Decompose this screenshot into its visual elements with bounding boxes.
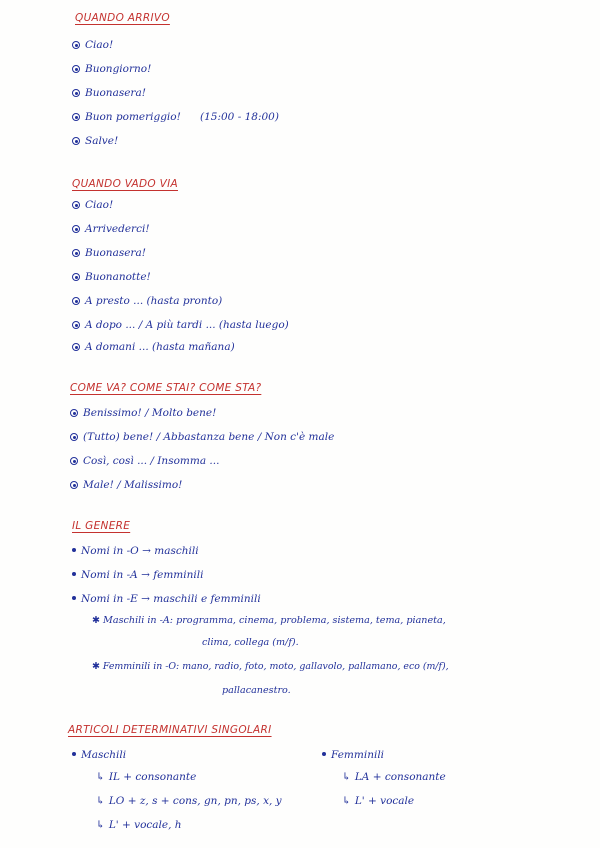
dot-bullet-icon — [72, 548, 76, 552]
arrival-item: Ciao! — [72, 38, 113, 52]
dot-bullet-icon — [322, 752, 326, 756]
turn-right-arrow-icon: ↳ — [342, 795, 351, 807]
heading-departure: QUANDO VADO VIA — [72, 178, 178, 190]
heading-articles: ARTICOLI DETERMINATIVI SINGOLARI — [68, 724, 272, 736]
heading-gender: IL GENERE — [72, 520, 131, 532]
circle-bullet-icon — [72, 65, 80, 73]
star-bullet-icon: ✱ — [92, 661, 100, 672]
arrival-time-note: (15:00 - 18:00) — [200, 111, 279, 123]
circle-bullet-icon — [72, 273, 80, 281]
departure-item: Buonasera! — [72, 246, 146, 260]
arrival-item: Salve! — [72, 134, 118, 148]
articles-masc-title: Maschili — [72, 748, 126, 762]
gender-item: Nomi in -E → maschili e femminili — [72, 592, 261, 606]
circle-bullet-icon — [72, 297, 80, 305]
star-bullet-icon: ✱ — [92, 615, 101, 626]
circle-bullet-icon — [70, 433, 78, 441]
gender-sub-fem-cont: pallacanestro. — [222, 685, 291, 696]
articles-masc-item: ↳ IL + consonante — [96, 771, 197, 783]
circle-bullet-icon — [72, 225, 80, 233]
arrival-item: Buonasera! — [72, 86, 146, 100]
circle-bullet-icon — [70, 481, 78, 489]
how-are-you-item: Male! / Malissimo! — [70, 478, 182, 492]
departure-item: Ciao! — [72, 198, 113, 212]
departure-item: Buonanotte! — [72, 270, 151, 284]
dot-bullet-icon — [72, 752, 76, 756]
circle-bullet-icon — [72, 137, 80, 145]
gender-sub-fem: ✱ Femminili in -O: mano, radio, foto, moto, gallavolo, pallamano, eco (m/f), — [92, 661, 449, 672]
turn-right-arrow-icon: ↳ — [96, 819, 105, 831]
dot-bullet-icon — [72, 572, 76, 576]
articles-masc-item: ↳ L' + vocale, h — [96, 819, 182, 831]
departure-item: A dopo ... / A più tardi ... (hasta luego) — [72, 318, 289, 332]
departure-item: A presto ... (hasta pronto) — [72, 294, 222, 308]
circle-bullet-icon — [72, 41, 80, 49]
articles-fem-title: Femminili — [322, 748, 384, 762]
turn-right-arrow-icon: ↳ — [96, 795, 105, 807]
arrival-item: Buon pomeriggio! — [72, 110, 181, 124]
turn-right-arrow-icon: ↳ — [342, 771, 351, 783]
circle-bullet-icon — [72, 113, 80, 121]
turn-right-arrow-icon: ↳ — [96, 771, 105, 783]
gender-sub-masc-cont: clima, collega (m/f). — [202, 637, 299, 648]
how-are-you-item: Benissimo! / Molto bene! — [70, 406, 216, 420]
departure-item: A domani ... (hasta mañana) — [72, 340, 235, 354]
circle-bullet-icon — [72, 343, 80, 351]
articles-fem-item: ↳ L' + vocale — [342, 795, 415, 807]
circle-bullet-icon — [72, 201, 80, 209]
heading-arrival: QUANDO ARRIVO — [75, 12, 170, 24]
circle-bullet-icon — [70, 457, 78, 465]
circle-bullet-icon — [72, 89, 80, 97]
circle-bullet-icon — [72, 321, 80, 329]
departure-item: Arrivederci! — [72, 222, 150, 236]
how-are-you-item: Così, così ... / Insomma ... — [70, 454, 219, 468]
dot-bullet-icon — [72, 596, 76, 600]
gender-item: Nomi in -O → maschili — [72, 544, 199, 558]
articles-masc-item: ↳ LO + z, s + cons, gn, pn, ps, x, y — [96, 795, 282, 807]
arrival-item: Buongiorno! — [72, 62, 151, 76]
circle-bullet-icon — [70, 409, 78, 417]
how-are-you-item: (Tutto) bene! / Abbastanza bene / Non c'è male — [70, 430, 334, 444]
gender-sub-masc: ✱ Maschili in -A: programma, cinema, problema, sistema, tema, pianeta, — [92, 615, 446, 626]
circle-bullet-icon — [72, 249, 80, 257]
articles-fem-item: ↳ LA + consonante — [342, 771, 446, 783]
gender-item: Nomi in -A → femminili — [72, 568, 203, 582]
heading-how-are-you: COME VA? COME STAI? COME STA? — [70, 382, 262, 394]
